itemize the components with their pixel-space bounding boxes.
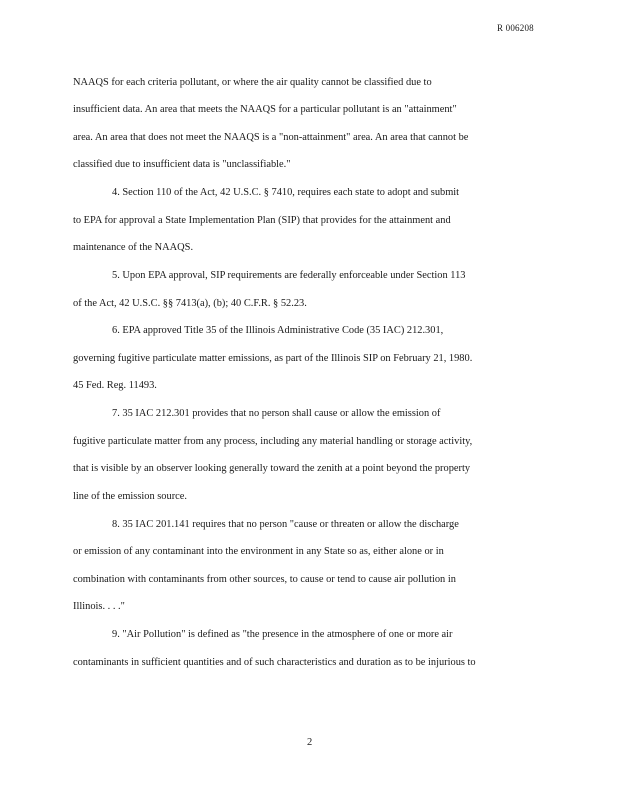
body-line: that is visible by an observer looking generally toward the zenith at a point beyond the property [73,463,471,474]
body-line: to EPA for approval a State Implementation Plan (SIP) that provides for the attainment and [73,215,451,226]
body-line: line of the emission source. [73,491,187,502]
body-line: maintenance of the NAAQS. [73,242,194,253]
body-line: fugitive particulate matter from any process, including any material handling or storage activity, [73,436,473,447]
body-line: area. An area that does not meet the NAAQS is a "non-attainment" area. An area that cannot be [73,132,469,143]
body-line: of the Act, 42 U.S.C. §§ 7413(a), (b); 40 C.F.R. § 52.23. [73,298,307,309]
body-line: contaminants in sufficient quantities and of such characteristics and duration as to be injurious to [73,657,476,668]
paragraph-8-first-line: 8. 35 IAC 201.141 requires that no person "cause or threaten or allow the discharge [112,519,459,530]
body-line: 45 Fed. Reg. 11493. [73,380,157,391]
paragraph-9-first-line: 9. "Air Pollution" is defined as "the presence in the atmosphere of one or more air [112,629,453,640]
body-line: classified due to insufficient data is "unclassifiable." [73,159,291,170]
paragraph-4-first-line: 4. Section 110 of the Act, 42 U.S.C. § 7410, requires each state to adopt and submit [112,187,460,198]
bates-number: R 006208 [497,23,534,33]
paragraph-6-first-line: 6. EPA approved Title 35 of the Illinois Administrative Code (35 IAC) 212.301, [112,325,444,336]
body-line: or emission of any contaminant into the environment in any State so as, either alone or in [73,546,444,557]
paragraph-7-first-line: 7. 35 IAC 212.301 provides that no person shall cause or allow the emission of [112,408,441,419]
paragraph-5-first-line: 5. Upon EPA approval, SIP requirements are federally enforceable under Section 113 [112,270,466,281]
body-line: governing fugitive particulate matter emissions, as part of the Illinois SIP on February 21, 1980. [73,353,473,364]
body-line: NAAQS for each criteria pollutant, or where the air quality cannot be classified due to [73,77,432,88]
page-number: 2 [307,737,313,748]
body-line: combination with contaminants from other sources, to cause or tend to cause air pollution in [73,574,456,585]
body-line: Illinois. . . ." [73,601,125,612]
body-line: insufficient data. An area that meets the NAAQS for a particular pollutant is an "attainment" [73,104,457,115]
